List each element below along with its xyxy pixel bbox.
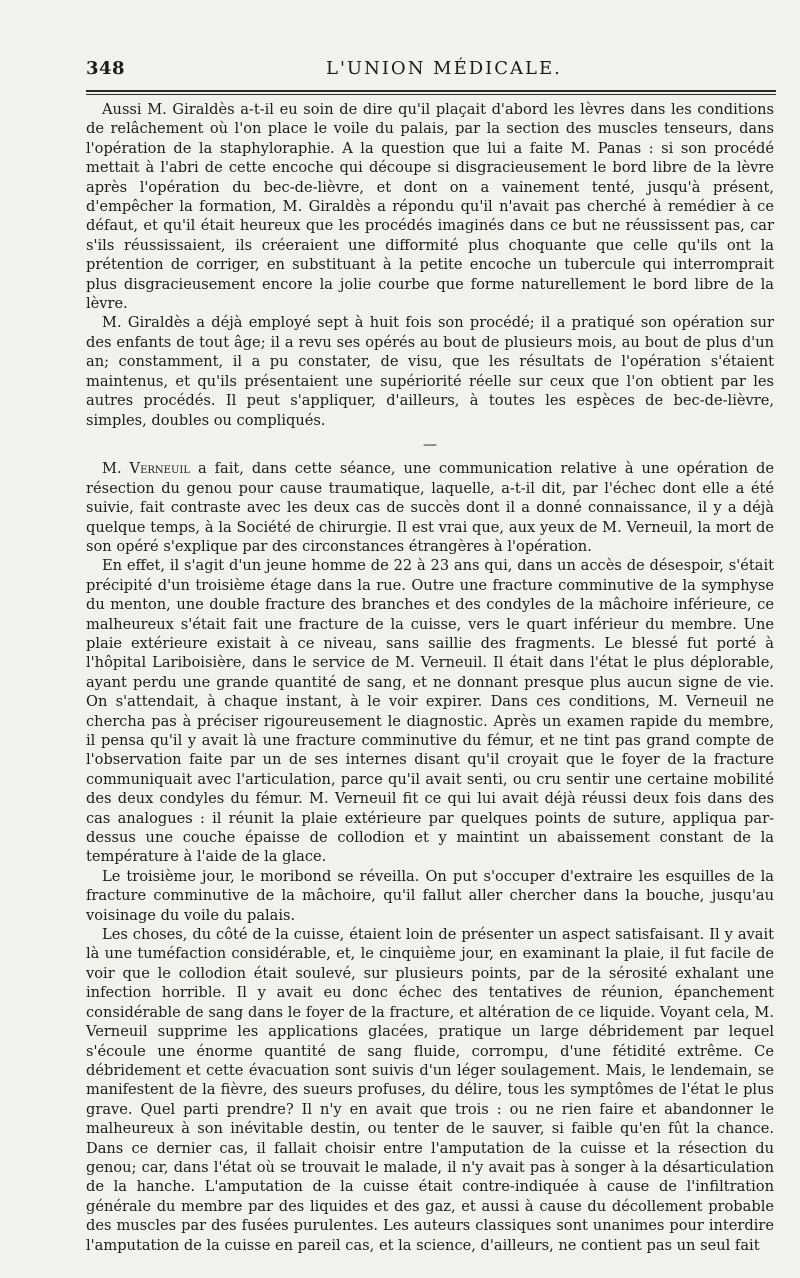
verneuil-name: M. Verneuil	[102, 460, 190, 478]
header-rule	[86, 90, 776, 92]
article-body	[86, 100, 774, 1255]
page-header	[86, 52, 776, 86]
journal-title: L'UNION MÉDICALE.	[326, 58, 562, 79]
paragraph-third-day: Le troisième jour, le moribond se réveilla. On put s'occuper d'extraire les esquilles de la fracture comminutive de la mâchoire, qu'il fallut aller chercher dans la bouche, jusqu'au voisinage du voile du palais.	[86, 867, 774, 924]
paragraph-case-description: En effet, il s'agit d'un jeune homme de 22 à 23 ans qui, dans un accès de désespoir, s'était précipité d'un troisième étage dans la rue. Outre une fracture comminutive de la symphyse du menton, une double fracture des branches et des condyles de la mâchoire inférieure, ce malheureux s'était fait une fracture de la cuisse, vers le quart inférieur du membre. Une plaie extérieure existait à ce niveau, sans saillie des fragments. Le blessé fut porté à l'hôpital Lariboisière, dans le service de M. Verneuil. Il était dans l'état le plus déplorable, ayant perdu une grande quantité de sang, et ne donnant presque plus aucun signe de vie. On s'attendait, à chaque instant, à le voir expirer. Dans ces conditions, M. Verneuil ne chercha pas à préciser rigoureusement le diagnostic. Après un examen rapide du membre, il pensa qu'il y avait là une fracture comminutive du fémur, et ne tint pas grand compte de l'observation faite par un de ses internes disant qu'il croyait que le foyer de la fracture communiquait avec l'articulation, parce qu'il avait senti, ou cru sentir une certaine mobilité des deux condyles du fémur. M. Verneuil fit ce qui lui avait déjà réussi deux fois dans des cas analogues : il réunit la plaie extérieure par quelques points de suture, appliqua par-dessus une couche épaisse de collodion et y maintint un abaissement constant de la température à l'aide de la glace.	[86, 557, 774, 866]
paragraph-verneuil-intro	[86, 459, 774, 556]
paragraph-verneuil-text: a fait, dans cette séance, une communication relative à une opération de résection du genou pour cause traumatique, laquelle, a-t-il dit, par l'échec dont elle a été suivie, fait contraste avec les deux cas de succès dont il a donné connaissance, il y a déjà quelque temps, à la Société de chirurgie. Il est vrai que, aux yeux de M. Verneuil, la mort de son opéré s'explique par des circonstances étrangères à l'opération.	[86, 460, 774, 555]
header-rule-thin	[86, 94, 776, 95]
section-separator: —	[423, 436, 437, 453]
paragraph-thigh-condition: Les choses, du côté de la cuisse, étaient loin de présenter un aspect satisfaisant. Il y avait là une tuméfaction considérable, et, le cinquième jour, en examinant la plaie, il fut facile de voir que le collodion était soulevé, sur plusieurs points, par de la sérosité exhalant une infection horrible. Il y avait eu donc échec des tentatives de réunion, épanchement considérable de sang dans le foyer de la fracture, et altération de ce liquide. Voyant cela, M. Verneuil supprime les applications glacées, pratique un large débridement par lequel s'écoule une énorme quantité de sang fluide, corrompu, d'une fétidité extrême. Ce débridement et cette évacuation sont suivis d'un léger soulagement. Mais, le lendemain, se manifestent de la fièvre, des sueurs profuses, du délire, tous les symptômes de l'état le plus grave. Quel parti prendre? Il n'y en avait que trois : ou ne rien faire et abandonner le malheureux à son inévitable destin, ou tenter de le sauver, si faible qu'en fût la chance. Dans ce dernier cas, il fallait choisir entre l'amputation de la cuisse et la résection du genou; car, dans l'état où se trouvait le malade, il n'y avait pas à songer à la désarticulation de la hanche. L'amputation de la cuisse était contre-indiquée à cause de l'infiltration générale du membre par des liquides et des gaz, et aussi à cause du décollement probable des muscles par des fusées purulentes. Les auteurs classiques sont unanimes pour interdire l'amputation de la cuisse en pareil cas, et la science, d'ailleurs, ne contient pas un seul fait	[86, 926, 774, 1254]
paragraph-giraldes-1: Aussi M. Giraldès a-t-il eu soin de dire qu'il plaçait d'abord les lèvres dans les conditions de relâchement où l'on place le voile du palais, par la section des muscles tenseurs, dans l'opération de la staphyloraphie. A la question que lui a faite M. Panas : si son procédé mettait à l'abri de cette encoche qui découpe si disgracieusement le bord libre de la lèvre après l'opération du bec-de-lièvre, et dont on a vainement tenté, jusqu'à présent, d'empêcher la formation, M. Giraldès a répondu qu'il n'avait pas cherché à remédier à ce défaut, et qu'il était heureux que les procédés imaginés dans ce but ne réussissent pas, car s'ils réussissaient, ils créeraient une difformité plus choquante que celle qu'ils ont la prétention de corriger, en substituant à la petite encoche un tubercule qui interromprait plus disgracieusement encore la jolie courbe que forme naturellement le bord libre de la lèvre.	[86, 101, 774, 313]
paragraph-giraldes-2: M. Giraldès a déjà employé sept à huit fois son procédé; il a pratiqué son opération sur des enfants de tout âge; il a revu ses opérés au bout de plusieurs mois, au bout de plus d'un an; constamment, il a pu constater, de visu, que les résultats de l'opération s'étaient maintenus, et qu'ils présentaient une supériorité réelle sur ceux que l'on obtient par les autres procédés. Il peut s'appliquer, d'ailleurs, à toutes les espèces de bec-de-lièvre, simples, doubles ou compliqués.	[86, 314, 774, 429]
page-number: 348	[86, 58, 126, 79]
